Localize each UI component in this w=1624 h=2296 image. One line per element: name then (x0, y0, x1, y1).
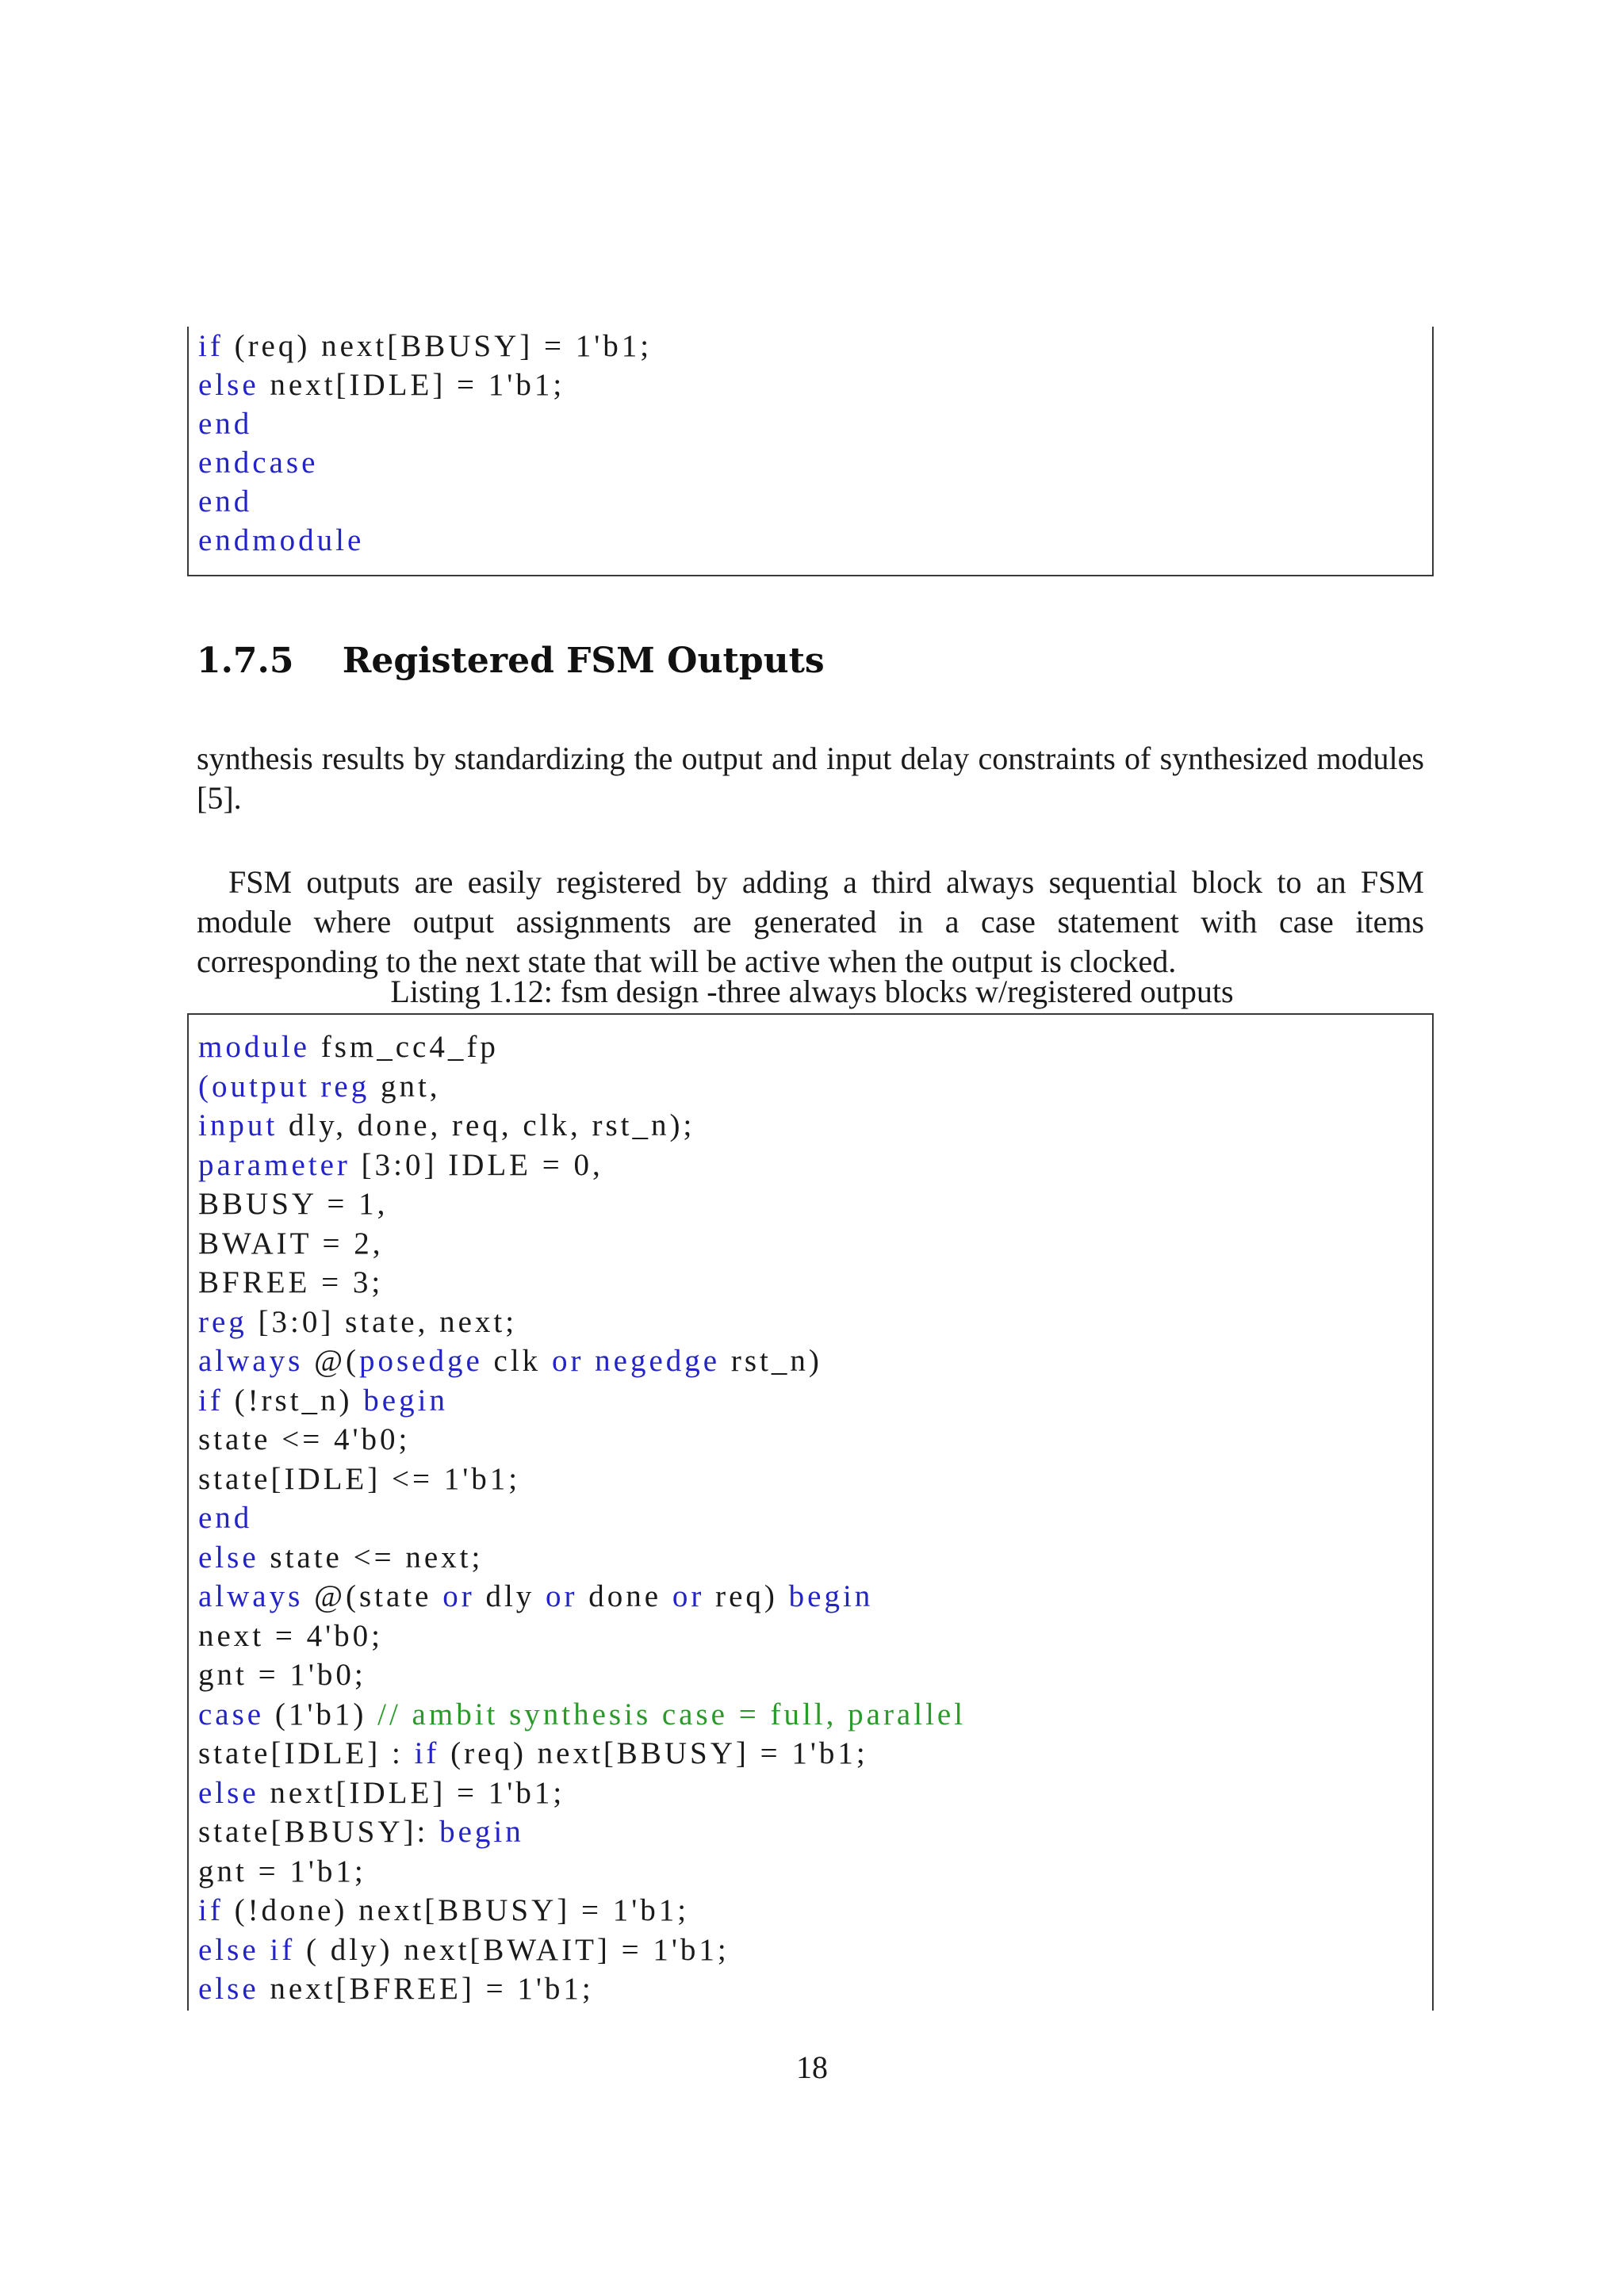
code-keyword: reg (198, 1304, 247, 1339)
code-text: BWAIT = 2, (198, 1226, 384, 1261)
code-text: state[BBUSY]: (198, 1815, 440, 1849)
code-keyword: else if (198, 1932, 296, 1967)
code-keyword: always (198, 1579, 304, 1613)
code-keyword: or (442, 1579, 475, 1613)
code-text: state <= 4'b0; (198, 1422, 411, 1456)
code-keyword: parameter (198, 1147, 350, 1182)
code-text: (req) next[BBUSY] = 1'b1; (223, 329, 653, 363)
code-text: [3:0] state, next; (247, 1304, 518, 1339)
code-keyword: if (198, 329, 224, 363)
code-keyword: begin (363, 1383, 448, 1418)
section-heading: 1.7.5 Registered FSM Outputs (197, 641, 825, 681)
code-line (198, 1538, 483, 1578)
code-line (198, 1695, 966, 1735)
code-line (198, 1381, 448, 1421)
code-text: fsm_cc4_fp (309, 1030, 499, 1064)
code-line (198, 1498, 252, 1538)
code-text: next[BFREE] = 1'b1; (259, 1972, 594, 2006)
code-line (198, 1891, 689, 1931)
code-keyword: (output reg (198, 1069, 370, 1104)
code-text: next[IDLE] = 1'b1; (259, 368, 565, 402)
code-line (198, 1184, 388, 1224)
code-line (198, 1303, 517, 1342)
code-line (198, 1341, 822, 1381)
code-text: req) (704, 1579, 789, 1613)
code-keyword: endcase (198, 446, 319, 480)
code-line (198, 482, 252, 522)
body-paragraph-2: FSM outputs are easily registered by adding a third always sequential block to an FSM module where output assignments are generated in a case statement with case items corresponding to the next state that will be active when the output is clocked. (197, 864, 1424, 979)
code-keyword: or (546, 1579, 578, 1613)
code-text: (!rst_n) (223, 1383, 364, 1418)
code-line (198, 443, 318, 483)
code-keyword: else (198, 1972, 259, 2006)
code-keyword: if (414, 1736, 440, 1770)
code-text: state[IDLE] : (198, 1736, 415, 1770)
code-text: done (577, 1579, 672, 1613)
code-text: (req) next[BBUSY] = 1'b1; (439, 1736, 868, 1770)
code-keyword: if (198, 1383, 224, 1418)
code-keyword: posedge (358, 1344, 483, 1378)
code-text: state <= next; (259, 1540, 484, 1575)
body-paragraph-1: synthesis results by standardizing the output and input delay constraints of synthesized modules [5]. (197, 740, 1424, 816)
code-line (198, 521, 364, 561)
code-line (198, 1931, 730, 1970)
code-text: @( (303, 1344, 359, 1378)
code-line (198, 365, 565, 405)
code-comment: // ambit synthesis case = full, parallel (377, 1697, 967, 1732)
code-text: ( dly) next[BWAIT] = 1'b1; (295, 1932, 730, 1967)
code-text: clk (482, 1344, 552, 1378)
code-text: state[IDLE] <= 1'b1; (198, 1461, 521, 1496)
code-keyword: or (672, 1579, 705, 1613)
code-text: next = 4'b0; (198, 1618, 384, 1653)
code-line (198, 1969, 594, 2009)
code-line (198, 1460, 520, 1499)
code-text: BBUSY = 1, (198, 1187, 389, 1221)
code-text: rst_n) (720, 1344, 822, 1378)
code-keyword: end (198, 1501, 253, 1535)
code-keyword: end (198, 407, 253, 441)
code-keyword: if (198, 1893, 224, 1927)
code-text: BFREE = 3; (198, 1265, 384, 1299)
code-keyword: begin (439, 1815, 524, 1849)
code-line (198, 1774, 565, 1813)
code-keyword: module (198, 1030, 310, 1064)
code-keyword: input (198, 1108, 278, 1142)
code-line (198, 1852, 366, 1892)
code-keyword: begin (788, 1579, 874, 1613)
code-keyword: end (198, 484, 253, 519)
code-keyword: case (198, 1697, 265, 1732)
code-line (198, 1420, 410, 1460)
code-line (198, 1263, 383, 1303)
code-line (198, 1027, 499, 1067)
code-text: (1'b1) (264, 1697, 378, 1732)
code-keyword: else (198, 368, 259, 402)
code-text: dly, done, req, clk, rst_n); (278, 1108, 695, 1142)
code-keyword: endmodule (198, 523, 365, 557)
code-keyword: else (198, 1540, 259, 1575)
code-line (198, 1067, 441, 1107)
code-line (198, 1224, 384, 1264)
page-number: 18 (796, 2049, 828, 2085)
code-text: @(state (303, 1579, 443, 1613)
code-line (198, 327, 652, 366)
code-text: gnt, (370, 1069, 441, 1104)
code-line (198, 1106, 695, 1146)
code-text: gnt = 1'b0; (198, 1658, 366, 1692)
code-line (198, 1617, 383, 1656)
code-line (198, 1812, 524, 1852)
code-text: [3:0] IDLE = 0, (350, 1147, 603, 1182)
code-text: next[IDLE] = 1'b1; (259, 1775, 565, 1810)
code-line (198, 1577, 873, 1617)
code-listing-continued (187, 327, 1434, 576)
code-keyword: always (198, 1344, 304, 1378)
code-line (198, 1734, 868, 1774)
code-keyword: else (198, 1775, 259, 1810)
code-listing-1-12 (187, 1013, 1434, 2011)
code-keyword: or negedge (551, 1344, 721, 1378)
code-line (198, 1146, 603, 1185)
code-line (198, 404, 252, 444)
code-text: gnt = 1'b1; (198, 1854, 366, 1888)
code-text: dly (474, 1579, 546, 1613)
listing-caption: Listing 1.12: fsm design -three always blocks w/registered outputs (390, 974, 1234, 1009)
code-text: (!done) next[BBUSY] = 1'b1; (223, 1893, 690, 1927)
code-line (198, 1655, 366, 1695)
